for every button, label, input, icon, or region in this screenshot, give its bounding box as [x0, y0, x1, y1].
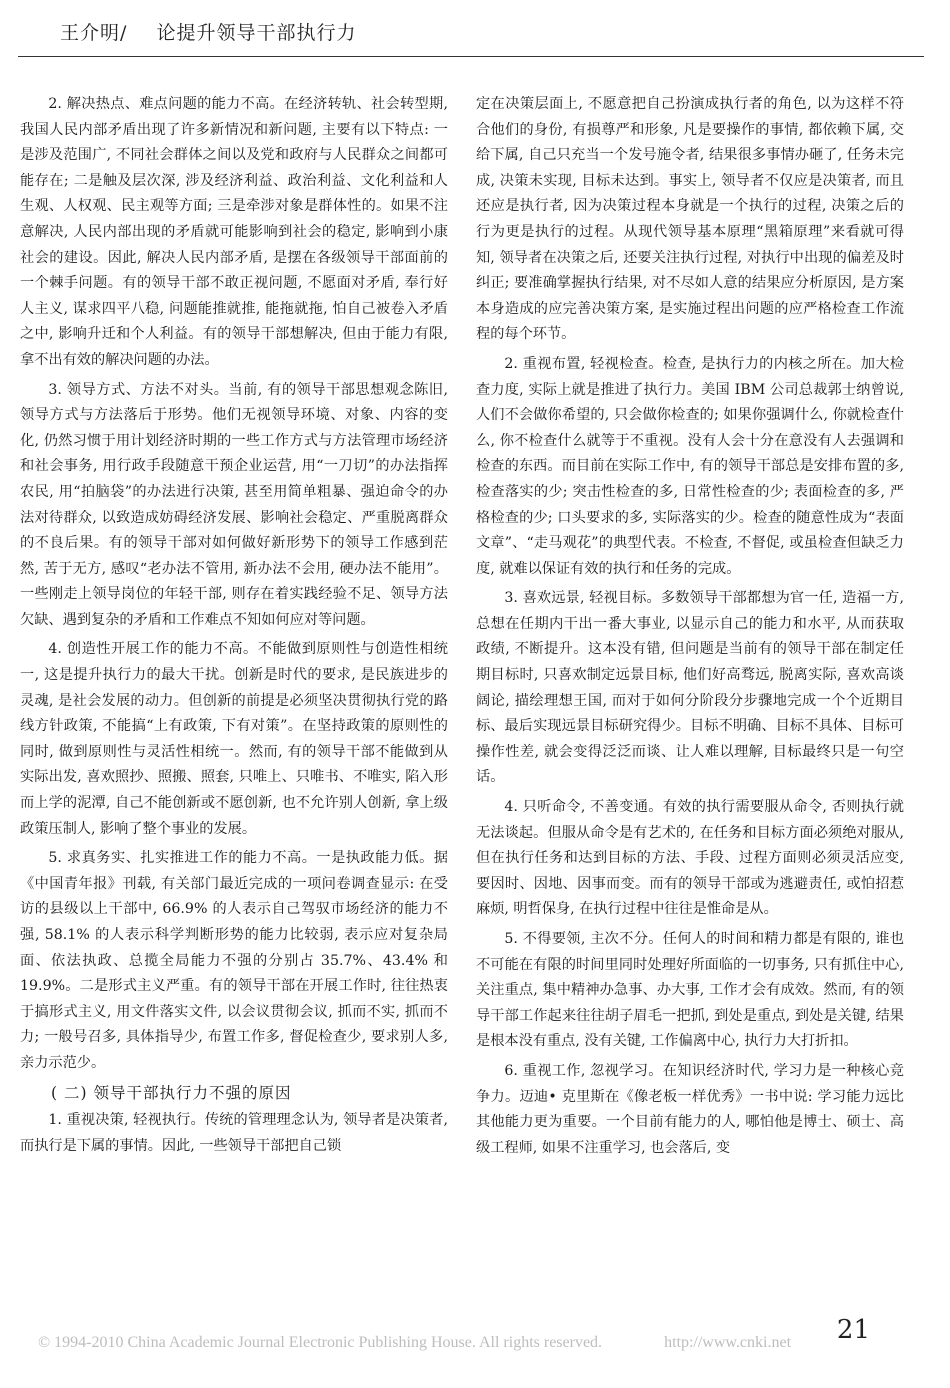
footer [38, 1334, 791, 1352]
right-column [476, 92, 904, 1165]
paragraph: 3. 喜欢远景, 轻视目标。多数领导干部都想为官一任, 造福一方, 总想在任期内干出一番大事业, 以显示自己的能力和水平, 从而获取政绩, 不断提升。这本没有错, 但问题是当前有的领导干部在制定任期目标时, 只喜欢制定远景目标, 他们好高骛远, 脱离实际, 喜欢高谈阔论, 描绘理想王国, 而对于如何分阶段分步骤地完成一个个近期目标、最后实现远景目标研究得少。目标不明确、目标不具体、目标可操作性差, 就会变得泛泛而谈、让人难以理解, 目标最终只是一句空话。 [476, 590, 904, 786]
header-title: 论提升领导干部执行力 [156, 22, 357, 44]
paragraph-continuation: 定在决策层面上, 不愿意把自己扮演成执行者的角色, 以为这样不符合他们的身份, 有损尊严和形象, 凡是要操作的事情, 都依赖下属, 交给下属, 自己只充当一个发号施令者, 结果很多事情办砸了, 任务未完成, 决策未实现, 目标未达到。事实上, 领导者不仅应是决策者, 而且还应是执行者, 因为决策过程本身就是一个执行的过程, 决策之后的行为更是执行的过程。从现代领导基本原理“黑箱原理”来看就可得知, 领导者在决策之后, 还要关注执行过程, 对执行中出现的偏差及时纠正; 要准确掌握执行结果, 对不尽如人意的结果应分析原因, 是方案本身造成的应完善决策方案, 是实施过程出问题的应严格检查工作流程的每个环节。 [476, 96, 904, 343]
footer-copyright: © 1994-2010 China Academic Journal Electronic Publishing House. All rights reserved. [38, 1334, 603, 1351]
paragraph: 2. 解决热点、难点问题的能力不高。在经济转轨、社会转型期, 我国人民内部矛盾出现了许多新情况和新问题, 主要有以下特点: 一是涉及范围广, 不同社会群体之间以及党和政府与人民群众之间都可能存在; 二是触及层次深, 涉及经济利益、政治利益、文化利益和人生观、人权观、民主观等方面; 三是牵涉对象是群体性的。如果不注意解决, 人民内部出现的矛盾就可能影响到社会的稳定, 影响到小康社会的建设。因此, 解决人民内部矛盾, 是摆在各级领导干部面前的一个棘手问题。有的领导干部不敢正视问题, 不愿面对矛盾, 奉行好人主义, 谋求四平八稳, 问题能推就推, 能拖就拖, 怕自己被卷入矛盾之中, 影响升迁和个人利益。有的领导干部想解决, 但由于能力有限, 拿不出有效的解决问题的办法。 [20, 96, 448, 368]
paragraph: 6. 重视工作, 忽视学习。在知识经济时代, 学习力是一种核心竞争力。迈迪• 克里斯在《像老板一样优秀》一书中说: 学习能力远比其他能力更为重要。一个目前有能力的人, 哪怕他是博士、硕士、高级工程师, 如果不注重学习, 也会落后, 变 [476, 1062, 904, 1156]
paragraph: 2. 重视布置, 轻视检查。检查, 是执行力的内核之所在。加大检查力度, 实际上就是推进了执行力。美国 IBM 公司总裁郭士纳曾说, 人们不会做你希望的, 只会做你检查的; 如果你强调什么, 你就检查什么, 你不检查什么就等于不重视。没有人会十分在意没有人去强调和检查的东西。而目前在实际工作中, 有的领导干部总是安排布置的多, 检查落实的少; 突击性检查的多, 日常性检查的少; 表面检查的多, 严格检查的少; 口头要求的多, 实际落实的少。检查的随意性成为“表面文章”、“走马观花”的典型代表。不检查, 不督促, 或虽检查但缺乏力度, 就难以保证有效的执行和任务的完成。 [476, 355, 904, 577]
header-author: 王介明/ [60, 22, 128, 44]
paragraph: 1. 重视决策, 轻视执行。传统的管理理念认为, 领导者是决策者, 而执行是下属的事情。因此, 一些领导干部把自己锁 [20, 1112, 448, 1154]
paragraph: 4. 只听命令, 不善变通。有效的执行需要服从命令, 否则执行就无法谈起。但服从命令是有艺术的, 在任务和目标方面必须绝对服从, 但在执行任务和达到目标的方法、手段、过程方面则必须灵活应变, 要因时、因地、因事而变。而有的领导干部或为逃避责任, 或怕招惹麻烦, 明哲保身, 在执行过程中往往是惟命是从。 [476, 799, 904, 918]
footer-url: http://www.cnki.net [664, 1334, 792, 1351]
section-heading: ( 二) 领导干部执行力不强的原因 [51, 1083, 292, 1102]
left-column [20, 92, 448, 1163]
running-header [60, 18, 356, 45]
paragraph: 3. 领导方式、方法不对头。当前, 有的领导干部思想观念陈旧, 领导方式与方法落后于形势。他们无视领导环境、对象、内容的变化, 仍然习惯于用计划经济时期的一些工作方式与方法管理市场经济和社会事务, 用行政手段随意干预企业运营, 用“一刀切”的办法指挥农民, 用“拍脑袋”的办法进行决策, 甚至用简单粗暴、强迫命令的办法对待群众, 以致造成妨碍经济发展、影响社会稳定、严重脱离群众的不良后果。有的领导干部对如何做好新形势下的领导工作感到茫然, 苦于无方, 感叹“老办法不管用, 新办法不会用, 硬办法不能用”。一些刚走上领导岗位的年轻干部, 则存在着实践经验不足、领导方法欠缺、遇到复杂的矛盾和工作难点不知如何应对等问题。 [20, 381, 448, 628]
page-number: 21 [836, 1315, 870, 1345]
paragraph: 5. 不得要领, 主次不分。任何人的时间和精力都是有限的, 谁也不可能在有限的时间里同时处理好所面临的一切事务, 只有抓住中心, 关注重点, 集中精神办急事、办大事, 工作才会有成效。然而, 有的领导干部工作起来往往胡子眉毛一把抓, 到处是重点, 到处是关键, 结果是根本没有重点, 没有关键, 工作偏离中心, 执行力大打折扣。 [476, 931, 904, 1050]
paragraph: 4. 创造性开展工作的能力不高。不能做到原则性与创造性相统一, 这是提升执行力的最大干扰。创新是时代的要求, 是民族进步的灵魂, 是社会发展的动力。但创新的前提是必须坚决贯彻执行党的路线方针政策, 不能搞“上有政策, 下有对策”。在坚持政策的原则性的同时, 做到原则性与灵活性相统一。然而, 有的领导干部不能做到从实际出发, 喜欢照抄、照搬、照套, 只唯上、只唯书、不唯实, 陷入形而上学的泥潭, 自己不能创新或不愿创新, 也不允许别人创新, 拿上级政策压制人, 影响了整个事业的发展。 [20, 641, 448, 837]
header-rule [18, 56, 924, 57]
paragraph: 5. 求真务实、扎实推进工作的能力不高。一是执政能力低。据《中国青年报》刊载, 有关部门最近完成的一项问卷调查显示: 在受访的县级以上干部中, 66.9% 的人表示自己驾驭市场经济的能力不强, 58.1% 的人表示科学判断形势的能力比较弱, 表示应对复杂局面、依法执政、总揽全局能力不强的分别占 35.7%、43.4% 和 19.9%。二是形式主义严重。有的领导干部在开展工作时, 往往热衷于搞形式主义, 用文件落实文件, 以会议贯彻会议, 抓而不实, 抓而不力; 一般号召多, 具体指导少, 布置工作多, 督促检查少, 要求别人多, 亲力示范少。 [20, 850, 448, 1071]
